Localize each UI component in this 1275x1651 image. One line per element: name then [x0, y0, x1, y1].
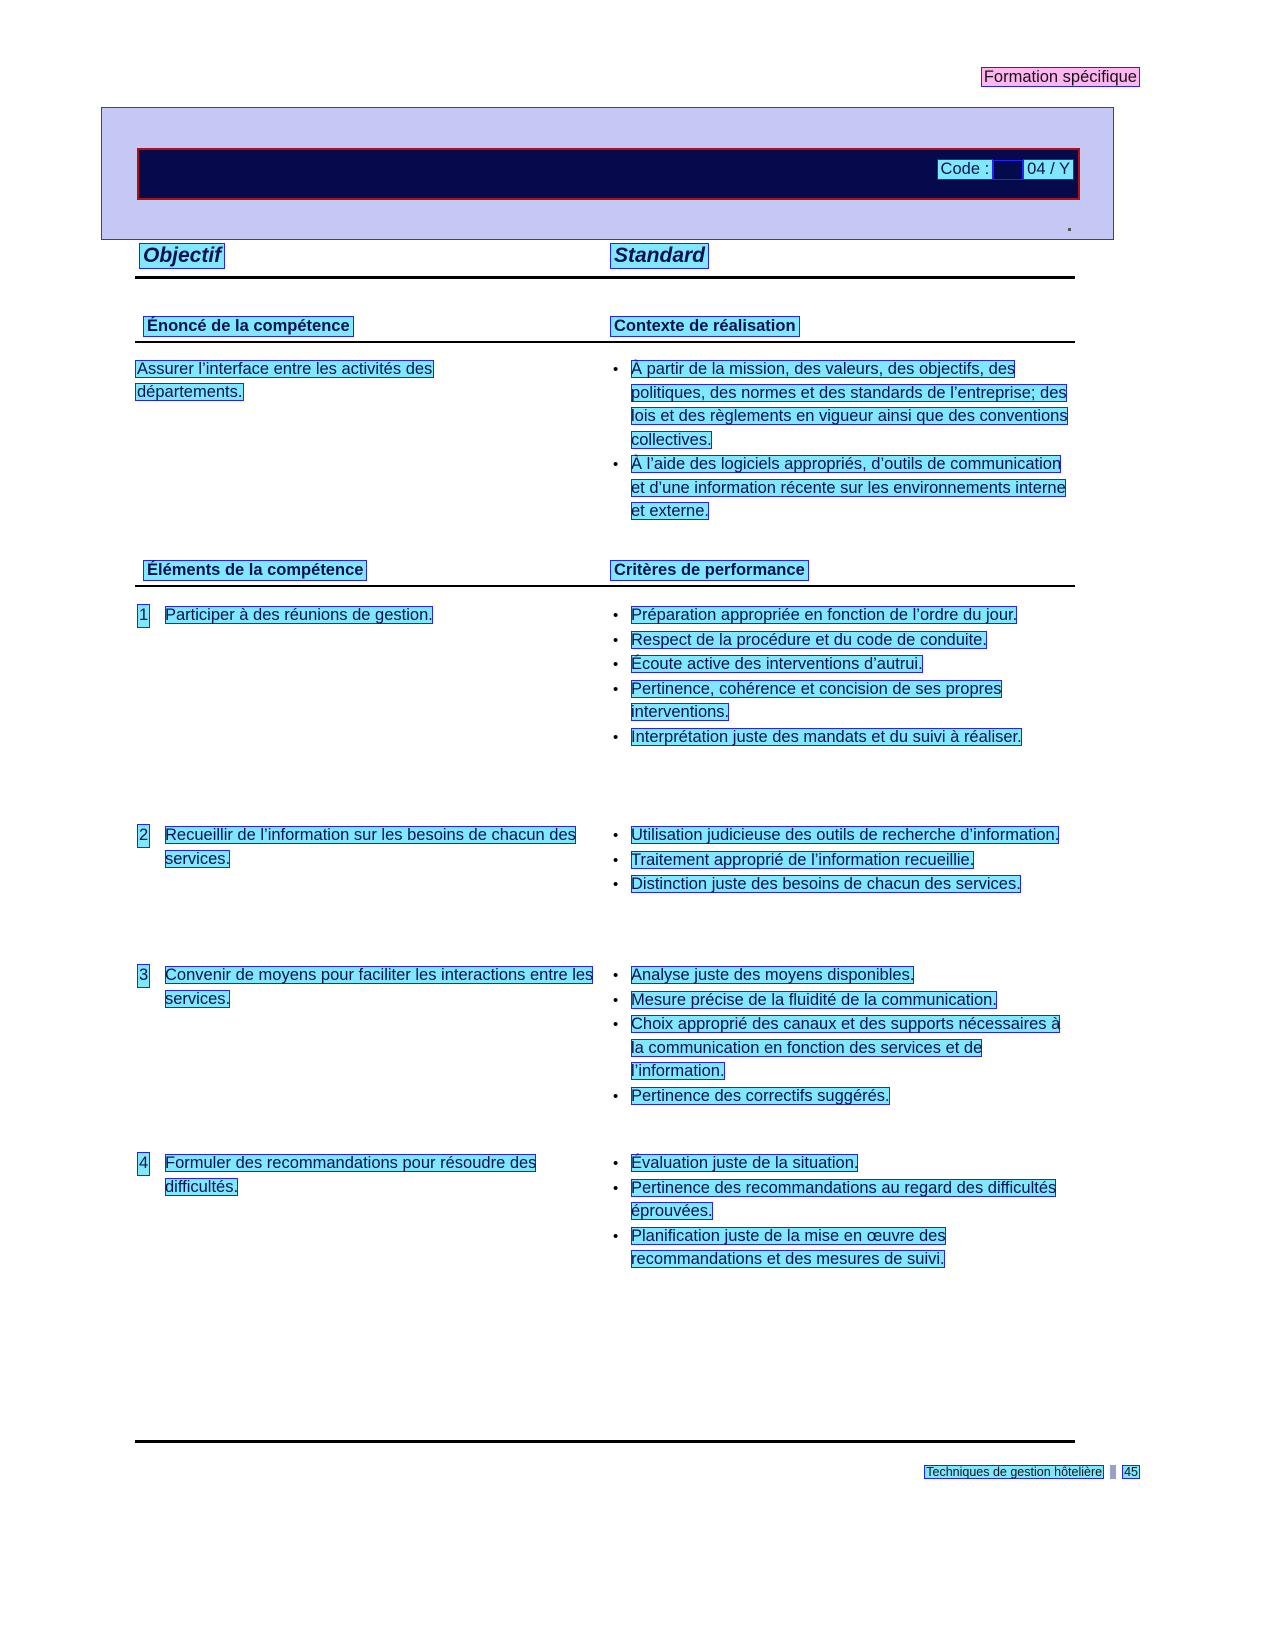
element-column	[135, 964, 600, 1011]
code-field	[937, 159, 1074, 180]
list-item	[135, 824, 600, 871]
list-item	[605, 1177, 1075, 1224]
element-list	[135, 1152, 600, 1199]
criteres-column	[605, 604, 1075, 750]
list-item	[135, 604, 600, 628]
list-item	[605, 1085, 1075, 1109]
rule-under-section-header-1	[135, 341, 1075, 343]
contexte-bullet-list	[605, 358, 1075, 524]
element-text: Recueillir de l’information sur les besoins de chacun des services.	[165, 826, 576, 868]
list-item	[605, 824, 1075, 848]
criteres-bullet-list	[605, 604, 1075, 749]
objectif-standard-row	[135, 243, 1075, 275]
critere-text: Pertinence des recommandations au regard des difficultés éprouvées.	[631, 1178, 1057, 1220]
list-item	[605, 989, 1075, 1013]
list-item	[605, 849, 1075, 873]
code-spacer	[993, 160, 1023, 180]
element-list	[135, 824, 600, 871]
critere-text: Préparation appropriée en fonction de l’ordre du jour.	[631, 606, 1018, 624]
element-number: 4	[137, 1152, 150, 1176]
enonce-text	[135, 358, 600, 404]
element-number: 1	[137, 604, 150, 628]
list-item	[605, 653, 1075, 677]
enonce-line: départements.	[137, 383, 243, 401]
list-item	[605, 453, 1075, 524]
critere-text: Évaluation juste de la situation.	[631, 1154, 859, 1172]
band-marker-dot	[1068, 228, 1071, 231]
competency-title-inner	[137, 148, 1080, 200]
critere-text: Traitement approprié de l’information recueillie.	[631, 850, 975, 869]
element-text: Formuler des recommandations pour résoudre des difficultés.	[165, 1154, 537, 1196]
list-item	[605, 1225, 1075, 1272]
footer-separator	[1110, 1465, 1116, 1479]
competency-title-band	[101, 107, 1114, 240]
critere-text: Utilisation judicieuse des outils de recherche d’information.	[631, 826, 1060, 844]
critere-text: Interprétation juste des mandats et du suivi à réaliser.	[631, 727, 1022, 746]
section-title-elements: Éléments de la compétence	[143, 560, 367, 581]
critere-text: Analyse juste des moyens disponibles.	[631, 966, 915, 984]
element-number: 2	[137, 824, 150, 848]
code-label: Code :	[937, 159, 994, 180]
footer-rule	[135, 1440, 1075, 1443]
enonce-line: Assurer l’interface entre les activités des	[137, 360, 433, 378]
element-column	[135, 824, 600, 871]
contexte-column	[605, 358, 1075, 525]
enonce-column	[135, 358, 600, 404]
list-item	[605, 358, 1075, 452]
criteres-bullet-list	[605, 964, 1075, 1108]
header-label: Formation spécifique	[981, 67, 1140, 87]
list-item	[605, 629, 1075, 653]
contexte-bullet-text: À l’aide des logiciels appropriés, d’outils de communication et d’une information récente sur les environnements interne et externe.	[631, 455, 1066, 520]
criteres-bullet-list	[605, 1152, 1075, 1272]
footer	[924, 1465, 1140, 1479]
rule-under-column-titles	[135, 276, 1075, 279]
critere-text: Écoute active des interventions d’autrui.	[631, 655, 923, 673]
critere-text: Pertinence, cohérence et concision de ses propres interventions.	[631, 679, 1002, 721]
list-item	[135, 964, 600, 1011]
list-item	[605, 726, 1075, 750]
section-header-row-2	[135, 560, 1075, 586]
element-text: Convenir de moyens pour faciliter les interactions entre les services.	[165, 966, 594, 1008]
page-number: 45	[1124, 1465, 1138, 1479]
critere-text: Mesure précise de la fluidité de la communication.	[631, 990, 997, 1009]
list-item	[605, 1013, 1075, 1084]
column-title-objectif: Objectif	[139, 243, 225, 269]
list-item	[605, 1152, 1075, 1176]
section-header-row-1	[135, 316, 1075, 342]
critere-text: Choix approprié des canaux et des supports nécessaires à la communication en fonction des services et de l’information.	[631, 1015, 1061, 1080]
code-value: 04 / Y	[1023, 159, 1074, 180]
criteres-column	[605, 824, 1075, 898]
section-title-contexte: Contexte de réalisation	[610, 316, 800, 337]
list-item	[605, 678, 1075, 725]
criteres-column	[605, 1152, 1075, 1273]
section-title-criteres: Critères de performance	[610, 560, 809, 581]
element-list	[135, 604, 600, 628]
contexte-bullet-text: À partir de la mission, des valeurs, des objectifs, des politiques, des normes et des standards de l’entreprise; des lois et des règlements en vigueur ainsi que des conventions collectives.	[631, 360, 1068, 449]
list-item	[605, 604, 1075, 628]
element-column	[135, 604, 600, 628]
criteres-bullet-list	[605, 824, 1075, 897]
element-list	[135, 964, 600, 1011]
column-title-standard: Standard	[610, 243, 709, 269]
document-header	[981, 68, 1140, 87]
section-title-enonce: Énoncé de la compétence	[143, 316, 354, 337]
critere-text: Respect de la procédure et du code de conduite.	[631, 630, 987, 649]
element-number: 3	[137, 964, 150, 988]
element-text: Participer à des réunions de gestion.	[165, 606, 433, 624]
critere-text: Distinction juste des besoins de chacun des services.	[631, 875, 1021, 893]
footer-program: Techniques de gestion hôtelière	[926, 1465, 1103, 1479]
critere-text: Planification juste de la mise en œuvre des recommandations et des mesures de suivi.	[631, 1226, 946, 1268]
element-column	[135, 1152, 600, 1199]
criteres-column	[605, 964, 1075, 1109]
rule-under-section-header-2	[135, 585, 1075, 587]
critere-text: Pertinence des correctifs suggérés.	[631, 1086, 890, 1105]
list-item	[135, 1152, 600, 1199]
list-item	[605, 873, 1075, 897]
list-item	[605, 964, 1075, 988]
